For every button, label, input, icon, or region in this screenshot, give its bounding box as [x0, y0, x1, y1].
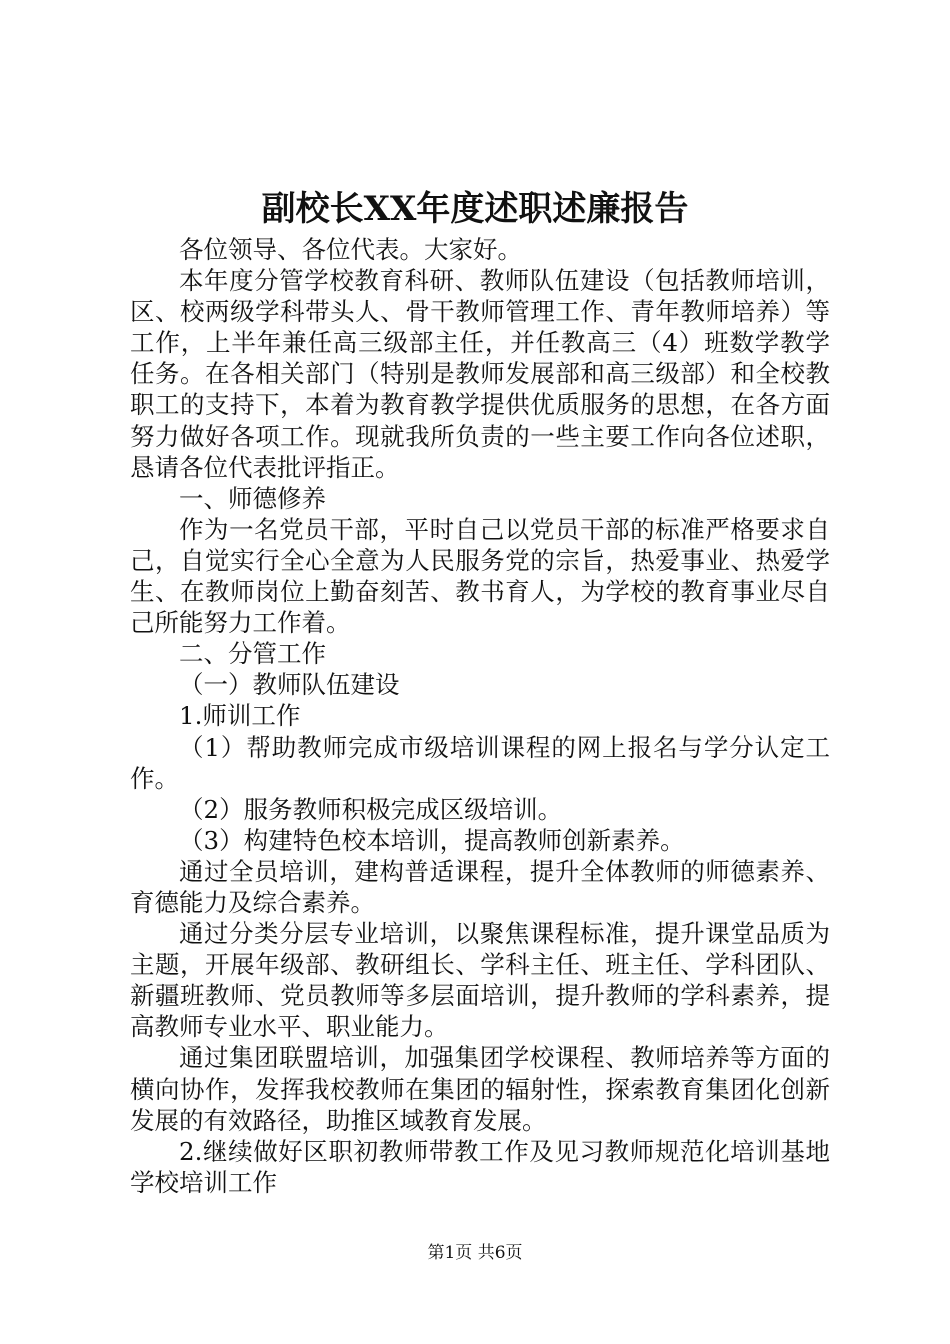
paragraph: 通过集团联盟培训，加强集团学校课程、教师培养等方面的横向协作，发挥我校教师在集团的辐射性，探索教育集团化创新发展的有效路径，助推区域教育发展。 [130, 1043, 830, 1135]
subsection-heading: （一）教师队伍建设 [179, 670, 400, 700]
subsection-heading: 2.继续做好区职初教师带教工作及见习教师规范化培训基地学校培训工作 [130, 1136, 830, 1197]
paragraph: 各位领导、各位代表。大家好。 [179, 235, 522, 264]
page-number-footer: 第1页 共6页 [427, 1243, 523, 1263]
subsection-heading: 1.师训工作 [179, 701, 301, 731]
list-item: （2）服务教师积极完成区级培训。 [179, 794, 563, 824]
paragraph: 通过分类分层专业培训，以聚焦课程标准，提升课堂品质为主题，开展年级部、教研组长、学科主任、班主任、学科团队、新疆班教师、党员教师等多层面培训，提升教师的学科素养，提高教师专业水平、职业能力。 [130, 919, 830, 1042]
paragraph: 通过全员培训，建构普适课程，提升全体教师的师德素养、育德能力及综合素养。 [130, 856, 830, 917]
document-title: 副校长XX年度述职述廉报告 [261, 189, 689, 229]
section-heading: 一、师德修养 [179, 483, 326, 513]
section-heading: 二、分管工作 [179, 639, 326, 669]
list-item: （1）帮助教师完成市级培训课程的网上报名与学分认定工作。 [130, 732, 830, 793]
document-body [130, 234, 830, 1198]
paragraph: 本年度分管学校教育科研、教师队伍建设（包括教师培训，区、校两级学科带头人、骨干教师管理工作、青年教师培养）等工作，上半年兼任高三级部主任，并任教高三（4）班数学教学任务。在各相关部门（特别是教师发展部和高三级部）和全校教职工的支持下，本着为教育教学提供优质服务的思想，在各方面努力做好各项工作。现就我所负责的一些主要工作向各位述职，恳请各位代表批评指正。 [130, 266, 830, 482]
list-item: （3）构建特色校本培训，提高教师创新素养。 [179, 825, 685, 855]
paragraph: 作为一名党员干部，平时自己以党员干部的标准严格要求自己，自觉实行全心全意为人民服务党的宗旨，热爱事业、热爱学生、在教师岗位上勤奋刻苦、教书育人，为学校的教育事业尽自己所能努力工作着。 [130, 514, 830, 638]
